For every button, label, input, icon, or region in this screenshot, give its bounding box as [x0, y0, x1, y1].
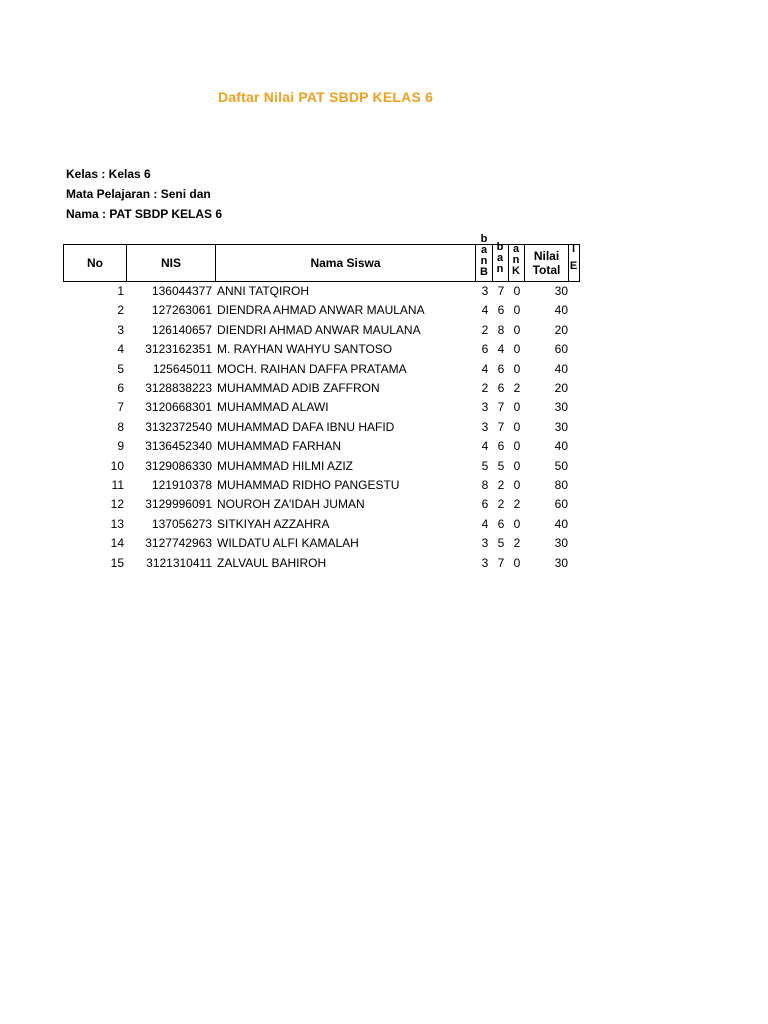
cell-nama-siswa: M. RAYHAN WAHYU SANTOSO — [217, 342, 393, 357]
cell-col-c: 0 — [513, 303, 521, 318]
cell-nilai-total: 60 — [554, 497, 568, 512]
header-nama-siswa — [215, 244, 476, 282]
cell-no: 2 — [117, 303, 124, 318]
cell-col-a: 6 — [481, 342, 489, 357]
cell-col-c: 0 — [513, 419, 521, 434]
table-row — [0, 515, 768, 534]
table-row — [0, 340, 768, 359]
cell-no: 15 — [110, 555, 124, 570]
cell-col-c: 0 — [513, 439, 521, 454]
cell-col-a: 4 — [481, 439, 489, 454]
table-row — [0, 321, 768, 340]
cell-nis: 3128838223 — [145, 381, 212, 395]
cell-no: 4 — [117, 342, 124, 357]
cell-col-c: 0 — [513, 516, 521, 531]
cell-col-c: 0 — [513, 458, 521, 473]
mata-pelajaran-label: Mata Pelajaran : Seni dan — [66, 187, 211, 201]
cell-col-c: 2 — [513, 536, 521, 551]
cell-col-c: 0 — [513, 555, 521, 570]
table-row — [0, 437, 768, 456]
cell-col-c: 0 — [513, 361, 521, 376]
cell-col-a: 3 — [481, 419, 489, 434]
cell-col-a: 3 — [481, 536, 489, 551]
header-no-label: No — [87, 256, 103, 270]
table-row — [0, 360, 768, 379]
cell-col-c: 2 — [513, 381, 521, 395]
table-row — [0, 534, 768, 553]
cell-nis: 3132372540 — [145, 419, 212, 434]
cell-nama-siswa: DIENDRA AHMAD ANWAR MAULANA — [217, 303, 425, 318]
cell-nilai-total: 20 — [554, 381, 568, 395]
cell-col-a: 2 — [481, 381, 489, 395]
cell-col-b: 7 — [497, 419, 505, 434]
cell-col-b: 6 — [497, 516, 505, 531]
cell-col-b: 2 — [497, 478, 505, 492]
header-nilai-total — [524, 244, 569, 282]
cell-nilai-total: 60 — [554, 342, 568, 357]
table-row — [0, 379, 768, 398]
cell-col-b: 5 — [497, 458, 505, 473]
cell-col-b: 8 — [497, 322, 505, 337]
table-row — [0, 282, 768, 301]
cell-nis: 3129086330 — [145, 458, 212, 473]
cell-nilai-total: 40 — [554, 439, 568, 454]
cell-col-c: 0 — [513, 478, 521, 492]
cell-nama-siswa: NOUROH ZA'IDAH JUMAN — [217, 497, 365, 512]
header-nama-siswa-label: Nama Siswa — [310, 256, 381, 270]
cell-col-b: 4 — [497, 342, 505, 357]
cell-col-a: 8 — [481, 478, 489, 492]
cell-col-c: 0 — [513, 342, 521, 357]
cell-col-a: 3 — [481, 284, 489, 298]
table-row — [0, 554, 768, 573]
cell-col-c: 0 — [513, 322, 521, 337]
header-nis-label: NIS — [160, 256, 181, 270]
cell-col-c: 2 — [513, 497, 521, 512]
kelas-label: Kelas : Kelas 6 — [66, 167, 151, 181]
header-col-c-text: a n K — [512, 244, 520, 277]
cell-nis: 136044377 — [151, 284, 212, 298]
cell-col-b: 5 — [497, 536, 505, 551]
cell-col-b: 6 — [497, 381, 505, 395]
table-row — [0, 457, 768, 476]
header-nilai-label: Nilai — [533, 249, 560, 263]
cell-nilai-total: 30 — [554, 536, 568, 551]
cell-nilai-total: 30 — [554, 284, 568, 298]
cell-nis: 3136452340 — [145, 439, 212, 454]
cell-nama-siswa: ANNI TATQIROH — [217, 284, 310, 298]
cell-nilai-total: 40 — [554, 303, 568, 318]
cell-no: 6 — [117, 381, 124, 395]
cell-nama-siswa: MUHAMMAD HILMI AZIZ — [217, 458, 354, 473]
cell-col-b: 6 — [497, 361, 505, 376]
header-col-last-text: l E — [569, 244, 578, 272]
header-nis — [126, 244, 216, 282]
cell-nilai-total: 30 — [554, 555, 568, 570]
table-row — [0, 398, 768, 417]
cell-nis: 3123162351 — [145, 342, 212, 357]
cell-nama-siswa: MOCH. RAIHAN DAFFA PRATAMA — [217, 361, 407, 376]
cell-col-a: 6 — [481, 497, 489, 512]
cell-nama-siswa: SITKIYAH AZZAHRA — [217, 516, 330, 531]
cell-nis: 3129996091 — [145, 497, 212, 512]
table-row — [0, 495, 768, 514]
cell-no: 8 — [117, 419, 124, 434]
cell-nilai-total: 30 — [554, 400, 568, 415]
cell-nilai-total: 50 — [554, 458, 568, 473]
nama-ujian-label: Nama : PAT SBDP KELAS 6 — [66, 207, 223, 221]
cell-nama-siswa: WILDATU ALFI KAMALAH — [217, 536, 359, 551]
cell-col-c: 0 — [513, 284, 521, 298]
cell-col-a: 4 — [481, 361, 489, 376]
header-no — [63, 244, 127, 282]
cell-col-b: 2 — [497, 497, 505, 512]
cell-col-c: 0 — [513, 400, 521, 415]
cell-nama-siswa: MUHAMMAD RIDHO PANGESTU — [217, 478, 400, 492]
cell-nis: 125645011 — [152, 361, 212, 376]
cell-no: 14 — [110, 536, 124, 551]
cell-col-b: 6 — [497, 439, 505, 454]
cell-nilai-total: 80 — [554, 478, 568, 492]
cell-nis: 127263061 — [151, 303, 212, 318]
table-row — [0, 301, 768, 320]
cell-col-a: 5 — [481, 458, 489, 473]
cell-no: 3 — [117, 322, 124, 337]
cell-no: 9 — [117, 439, 124, 454]
cell-nis: 121910378 — [151, 478, 212, 492]
cell-nama-siswa: MUHAMMAD FARHAN — [217, 439, 342, 454]
table-row — [0, 418, 768, 437]
cell-no: 5 — [117, 361, 124, 376]
table-row — [0, 476, 768, 495]
page-title: Daftar Nilai PAT SBDP KELAS 6 — [218, 89, 434, 105]
header-total-label: Total — [532, 263, 561, 277]
cell-col-a: 2 — [481, 322, 489, 337]
cell-nilai-total: 40 — [554, 516, 568, 531]
cell-nilai-total: 30 — [554, 419, 568, 434]
cell-col-a: 3 — [481, 400, 489, 415]
cell-no: 11 — [111, 478, 124, 492]
cell-nis: 3120668301 — [145, 400, 212, 415]
cell-col-b: 7 — [497, 284, 505, 298]
cell-nilai-total: 40 — [554, 361, 568, 376]
cell-col-b: 7 — [497, 555, 505, 570]
cell-nis: 126140657 — [151, 322, 212, 337]
cell-no: 7 — [117, 400, 124, 415]
header-col-b-text: b a n — [496, 242, 504, 275]
cell-col-a: 3 — [481, 555, 489, 570]
cell-nama-siswa: DIENDRI AHMAD ANWAR MAULANA — [217, 322, 421, 337]
cell-no: 12 — [110, 497, 124, 512]
cell-col-b: 7 — [497, 400, 505, 415]
cell-nama-siswa: MUHAMMAD DAFA IBNU HAFID — [217, 419, 395, 434]
cell-col-a: 4 — [481, 303, 489, 318]
header-col-a-text: b a n B — [480, 234, 488, 278]
cell-col-a: 4 — [481, 516, 489, 531]
cell-nama-siswa: ZALVAUL BAHIROH — [217, 555, 327, 570]
cell-nis: 3121310411 — [146, 555, 212, 570]
cell-no: 10 — [110, 458, 124, 473]
cell-nilai-total: 20 — [554, 322, 568, 337]
cell-nis: 3127742963 — [145, 536, 212, 551]
cell-no: 1 — [117, 284, 124, 298]
cell-nama-siswa: MUHAMMAD ADIB ZAFFRON — [217, 381, 380, 395]
cell-nama-siswa: MUHAMMAD ALAWI — [217, 400, 329, 415]
cell-no: 13 — [110, 516, 124, 531]
cell-nis: 137056273 — [151, 516, 212, 531]
cell-col-b: 6 — [497, 303, 505, 318]
